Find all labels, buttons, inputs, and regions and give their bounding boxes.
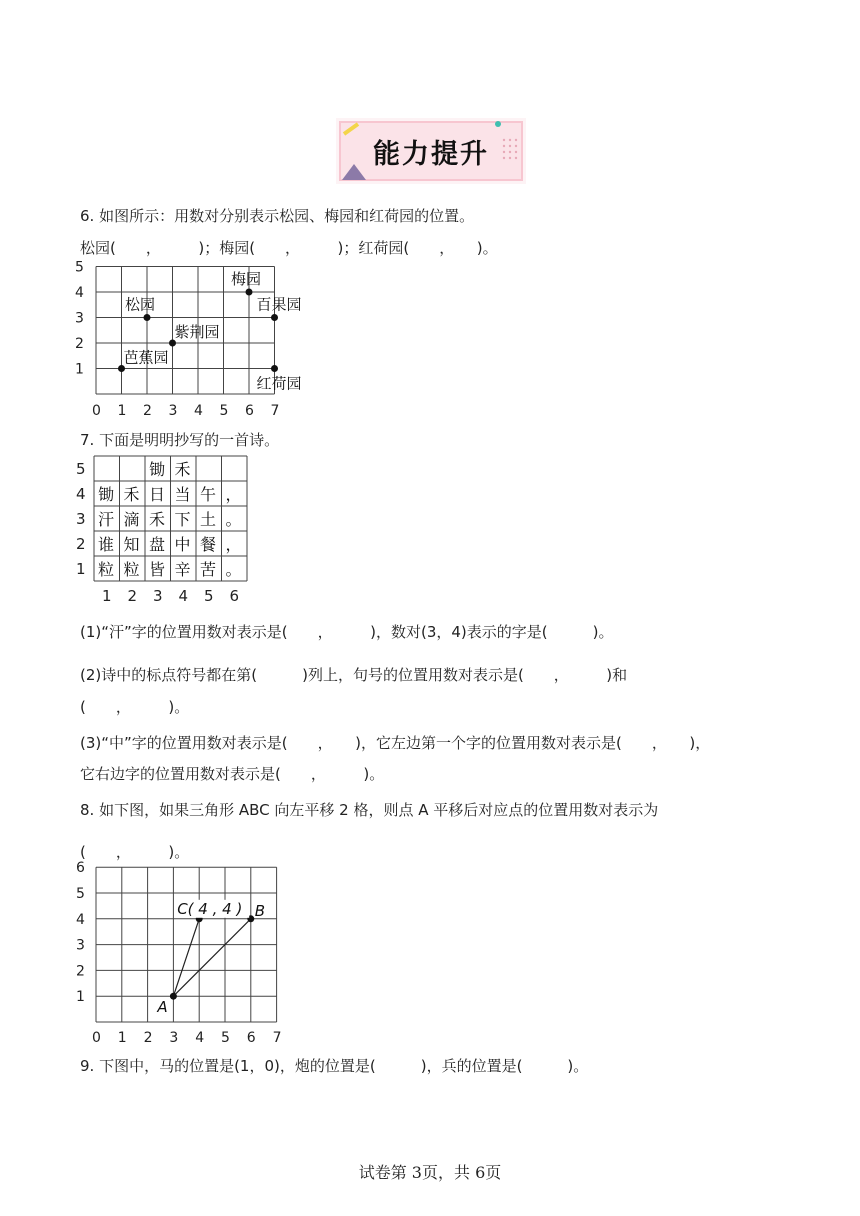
q8-x-tick: 1 [117,1030,127,1046]
q8-label-C: C( 4 , 4 ) [177,899,243,918]
q7-poem-char: 汗 [98,510,115,529]
q8-x-tick: 3 [169,1030,179,1046]
q7-poem-grid [70,454,270,610]
q7-question: 7. 下面是明明抄写的一首诗。 [80,431,280,449]
q6-place-point [271,365,278,372]
q6-x-tick: 7 [270,403,280,418]
q6-place-label: 百果园 [256,295,302,314]
q7-poem-char: 滴 [123,510,140,529]
q7-poem-char: 辛 [174,560,191,579]
q6-x-tick: 6 [245,403,254,418]
q7-row-number: 4 [76,485,86,503]
q7-row-number: 2 [76,535,86,553]
q6-x-tick: 4 [194,403,203,418]
q6-place-label: 红荷园 [256,374,302,393]
q6-place-point [246,289,253,296]
q6-x-tick: 0 [92,403,101,418]
q7-poem-char: 下 [174,510,191,529]
q6-place-label: 梅园 [231,270,262,288]
q6-y-tick: 5 [75,259,84,276]
q7-sub3a: (3)“中”字的位置用数对表示是( ， )，它左边第一个字的位置用数对表示是( ， )， [80,734,711,752]
q7-poem-char: 苦 [200,560,217,579]
q7-sub3b: 它右边字的位置用数对表示是( ， )。 [80,765,385,783]
q7-col-number: 2 [127,587,138,605]
q8-x-tick: 7 [272,1030,282,1046]
q6-place-label: 芭蕉园 [123,348,169,367]
q7-row-number: 5 [76,460,86,478]
q7-poem-char: 禾 [174,460,191,479]
q6-answer-line: 松园( ， )；梅园( ， )；红荷园( ， )。 [80,239,498,257]
q7-poem-char: 锄 [98,485,115,504]
q8-y-tick: 5 [76,886,85,902]
q7-poem-char: ， [225,535,242,554]
q7-poem-char: 锄 [149,460,166,479]
q7-col-number: 1 [102,587,112,605]
q7-col-number: 4 [178,587,189,605]
q8-x-tick: 6 [246,1030,256,1046]
q6-y-tick: 4 [75,285,84,301]
q6-x-tick: 2 [143,403,152,418]
q7-col-number: 5 [204,587,214,605]
q7-col-number: 6 [229,587,240,605]
q7-poem-char: 土 [200,510,217,529]
q8-side-AB [173,919,250,996]
q8-side-AC [173,919,199,996]
q8-answer: ( ， )。 [80,843,190,861]
q8-y-tick: 2 [76,963,85,980]
q7-poem-char: 谁 [98,535,115,554]
q6-y-tick: 3 [75,310,84,327]
q7-poem-char: 午 [200,485,217,504]
q7-poem-char: 粒 [123,560,140,579]
q8-y-tick: 4 [76,911,85,928]
q8-label-B: B [254,901,266,920]
q6-x-tick: 3 [168,403,178,418]
q8-grid [70,860,290,1046]
q7-sub1: (1)“汗”字的位置用数对表示是( ， )，数对(3，4)表示的字是( )。 [80,623,614,641]
q7-poem-char: ， [225,485,242,504]
q8-label-A: A [157,998,168,1017]
q7-poem-char: 知 [123,535,140,554]
q7-poem-char: 禾 [123,485,140,504]
q8-x-tick: 2 [143,1030,153,1046]
q7-poem-char: 餐 [200,535,217,554]
q8-y-tick: 6 [76,860,85,877]
q8-point [170,993,177,1000]
q6-place-label: 松园 [125,295,156,314]
q6-y-tick: 1 [75,361,84,378]
q7-poem-char: 皆 [149,560,166,579]
q8-x-tick: 5 [221,1030,230,1046]
q8-y-tick: 3 [76,937,85,954]
q8-question: 8. 如下图，如果三角形 ABC 向左平移 2 格，则点 A 平移后对应点的位置用数对表示为 [80,801,659,819]
q6-y-tick: 2 [75,336,84,352]
banner-title: 能力提升 [373,139,489,170]
q6-place-point [271,314,278,321]
q7-poem-char: 当 [174,485,191,504]
q6-grid [70,256,330,418]
q7-sub2b: ( ， )。 [80,698,190,716]
q7-sub2a: (2)诗中的标点符号都在第( )列上，句号的位置用数对表示是( ， )和 [80,666,628,684]
q6-x-tick: 1 [117,403,127,418]
q7-poem-char: 粒 [98,560,115,579]
q8-x-tick: 0 [92,1030,101,1046]
page-footer: 试卷第 3页，共 6页 [358,1163,502,1182]
q7-row-number: 1 [76,560,86,578]
ability-banner [336,118,526,184]
q7-poem-char: 盘 [149,535,166,554]
q7-poem-char: 日 [149,485,166,504]
q7-poem-char: 中 [174,535,191,554]
q6-place-point [144,314,151,321]
q8-y-tick: 1 [76,989,85,1006]
q7-col-number: 3 [153,587,163,605]
q6-question: 6. 如图所示：用数对分别表示松园、梅园和红荷园的位置。 [80,207,475,225]
q7-poem-char: 禾 [149,510,166,529]
q6-place-label: 紫荆园 [174,323,220,341]
q7-poem-char: 。 [225,510,242,529]
q7-poem-char: 。 [225,560,242,579]
q6-x-tick: 5 [219,403,229,418]
q7-row-number: 3 [76,510,86,528]
q9-question: 9. 下图中，马的位置是(1，0)，炮的位置是( )，兵的位置是( )。 [80,1057,589,1075]
q8-x-tick: 4 [195,1030,205,1046]
